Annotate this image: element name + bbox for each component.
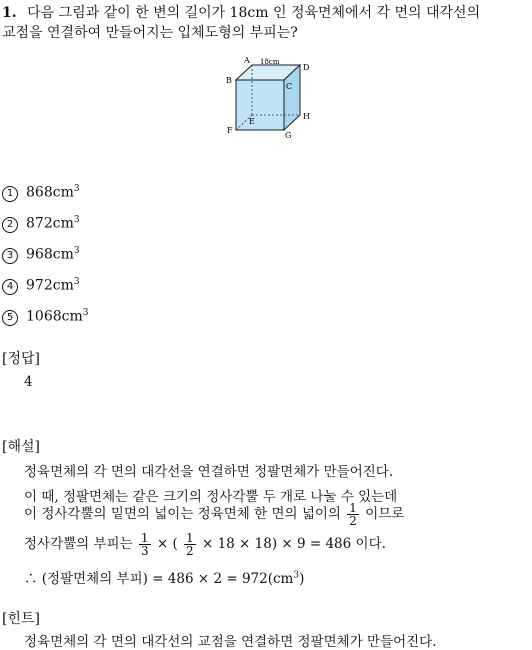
explanation-header: [해설] [2,439,40,455]
hint-line-1: 정육면체의 각 면의 대각선의 교점을 연결하면 정팔면체가 만들어진다. [24,634,437,650]
vertex-label-d: D [303,63,310,72]
question-text-1: 다음 그림과 같이 한 변의 길이가 18cm 인 정육면체에서 각 면의 대각선의 [27,5,481,21]
choice-3[interactable]: 3 $968cm^3$ [2,246,80,264]
question-line-2: 교점을 연결하여 만들어지는 입체도형의 부피는? [2,25,298,41]
choice-1[interactable]: 1 $868cm^3$ [2,184,80,202]
explanation-line-1: 정육면체의 각 면의 대각선을 연결하면 정팔면체가 만들어진다. [24,464,394,480]
question-number: 1. [2,5,17,21]
hint-header: [힌트] [2,611,40,627]
choice-2[interactable]: 2 $872cm^3$ [2,215,80,233]
choice-marker: 5 [2,310,18,326]
vertex-label-c: C [286,82,293,91]
answer-header: [정답] [2,351,40,367]
vertex-label-b: B [226,76,232,85]
fraction-one-half-2: $\frac{1}{2}$ [186,531,194,558]
fraction-one-half: $\frac{1}{2}$ [349,501,357,528]
explanation-line-3: 이 정사각뿔의 밑면의 넓이는 정육면체 한 면의 넓이의 $\frac{1}{2}$ 이므로 [24,501,405,528]
choice-marker: 1 [2,186,18,202]
vertex-label-g: G [285,131,292,140]
choice-marker: 3 [2,248,18,264]
vertex-label-h: H [303,112,310,121]
explanation-line-5: ∴ (정팔면체의 부피) = $486 \times 2 = 972(cm^3)$ [24,570,305,587]
cube-figure [222,55,322,145]
cube-front-face [236,80,284,130]
fraction-one-third: $\frac{1}{3}$ [140,531,149,558]
answer-value: 4 [24,374,33,390]
choice-5[interactable]: 5 $1068cm^3$ [2,308,88,326]
explanation-line-2: 이 때, 정팔면체는 같은 크기의 정사각뿔 두 개로 나눌 수 있는데 [24,489,398,505]
edge-length-label: 18cm [260,58,280,66]
vertex-label-f: F [227,126,233,135]
question-line-1 [2,2,480,22]
vertex-label-e: E [249,117,255,126]
choice-marker: 4 [2,279,18,295]
choice-4[interactable]: 4 $972cm^3$ [2,277,80,295]
explanation-line-4: 정사각뿔의 부피는 $\frac{1}{3}$ × ( $\frac{1}{2}$ × 18 × 18) × 9 = 486 이다. [24,531,386,558]
vertex-label-a: A [244,56,250,65]
choice-marker: 2 [2,217,18,233]
